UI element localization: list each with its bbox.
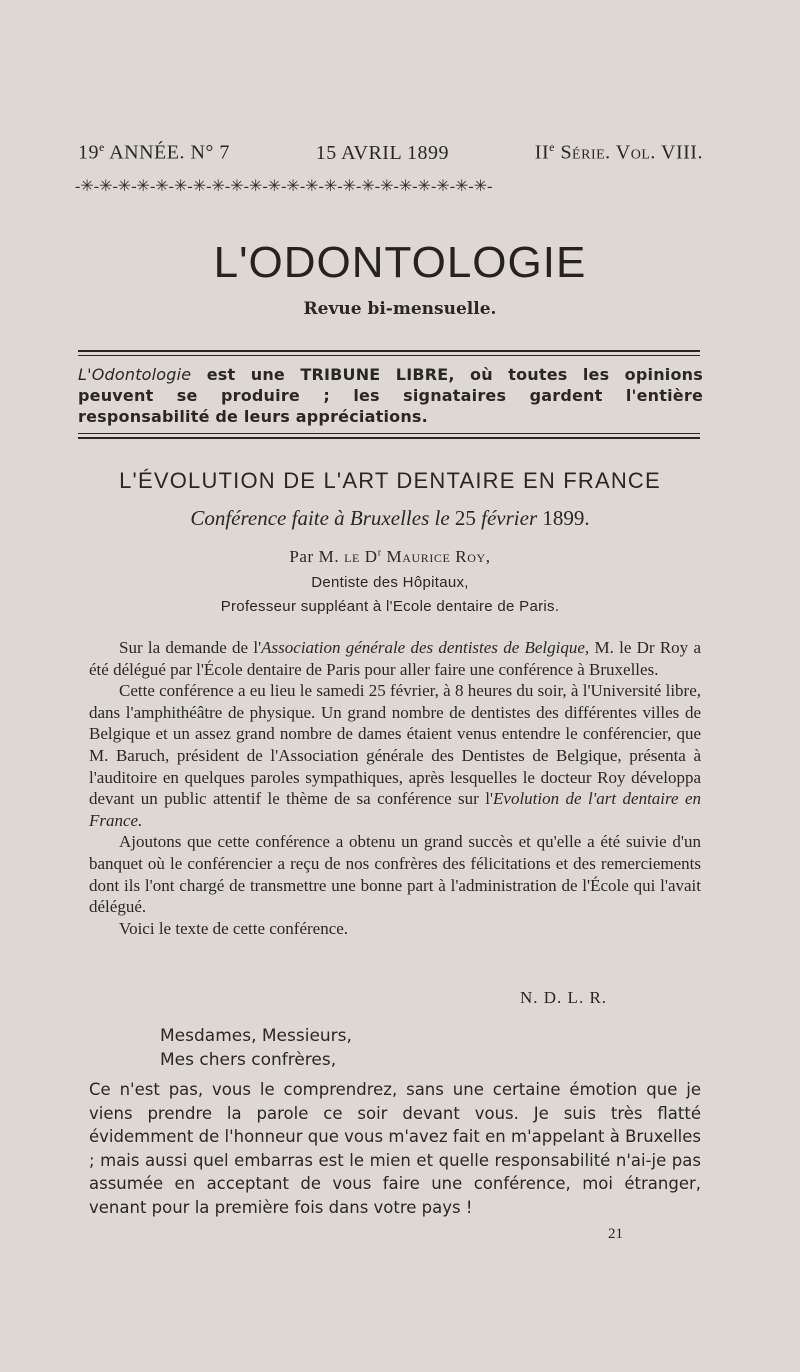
header-date: 15 AVRIL 1899 xyxy=(315,141,449,164)
paragraph: Ajoutons que cette conférence a obtenu un grand succès et qu'elle a été suivie d'un banquet où le conférencier a reçu de nos confrères des félicitations et des remerciements dont ils l'ont chargé de transmettre une bonne part à l'administration de l'École qui l'avait délégué. xyxy=(89,832,701,917)
journal-header xyxy=(78,140,703,165)
header-year-issue: 19e ANNÉE. N° 7 xyxy=(78,140,230,164)
journal-subtitle: Revue bi-mensuelle. xyxy=(303,299,497,319)
speech-text xyxy=(89,1078,701,1219)
author-line: Par M. le $D^r$ Maurice Roy, xyxy=(289,547,491,566)
paragraph: Sur la demande de l'Association générale des dentistes de Belgique, M. le Dr Roy a été délégué par l'École dentaire de Paris pour aller faire une conférence à Bruxelles. xyxy=(89,638,701,679)
editor-introduction xyxy=(89,637,701,939)
article-title: L'ÉVOLUTION DE L'ART DENTAIRE EN FRANCE xyxy=(119,468,661,493)
double-rule-top-thin xyxy=(78,355,700,356)
author-role-1: Dentiste des Hôpitaux, xyxy=(311,574,469,591)
double-rule-bottom xyxy=(78,433,700,434)
paragraph: Ce n'est pas, vous le comprendrez, sans une certaine émotion que je viens prendre la parole ce soir devant vous. Je suis très flatté évidemment de l'honneur que vous m'avez fait en m'appelant à Bruxelles ; mais aussi quel embarras est le mien et quelle responsabilité n'ai-je pas assumée en acceptant de vous faire une conférence, moi étranger, venant pour la première fois dans votre pays ! xyxy=(89,1080,701,1217)
page-number: 21 xyxy=(608,1226,623,1242)
ornamental-divider: -✳-✳-✳-✳-✳-✳-✳-✳-✳-✳-✳-✳-✳-✳-✳-✳-✳-✳-✳-✳-✳-✳- xyxy=(75,178,493,195)
paragraph: Voici le texte de cette conférence. xyxy=(119,918,349,938)
editor-signature: N. D. L. R. xyxy=(520,988,608,1007)
conference-line: Conférence faite à Bruxelles le 25 février 1899. xyxy=(190,506,590,530)
salutation-line-2: Mes chers confrères, xyxy=(160,1050,337,1070)
salutation-line-1: Mesdames, Messieurs, xyxy=(160,1026,352,1046)
header-series: IIe Série. Vol. VIII. xyxy=(534,140,703,164)
author-role-2: Professeur suppléant à l'Ecole dentaire de Paris. xyxy=(220,598,560,615)
editorial-notice: L'Odontologie est une TRIBUNE LIBRE, où toutes les opinions peuvent se produire ; les signataires gardent l'entière responsabilité de leurs appréciations. xyxy=(78,365,703,426)
paragraph: Cette conférence a eu lieu le samedi 25 février, à 8 heures du soir, à l'Université libre, dans l'amphithéâtre de physique. Un grand nombre de dentistes des différentes villes de Belgique et un assez grand nombre de dames étaient venus entendre le conférencier, que M. Baruch, président de l'Association générale des Dentistes de Belgique, présenta à l'auditoire en quelques paroles sympathiques, après lesquelles le docteur Roy développa devant un public attentif le thème de sa conférence sur l'Evolution de l'art dentaire en France. xyxy=(89,681,701,830)
double-rule-top xyxy=(78,350,700,352)
double-rule-bottom-thick xyxy=(78,437,700,439)
journal-title: L'ODONTOLOGIE xyxy=(213,238,587,287)
